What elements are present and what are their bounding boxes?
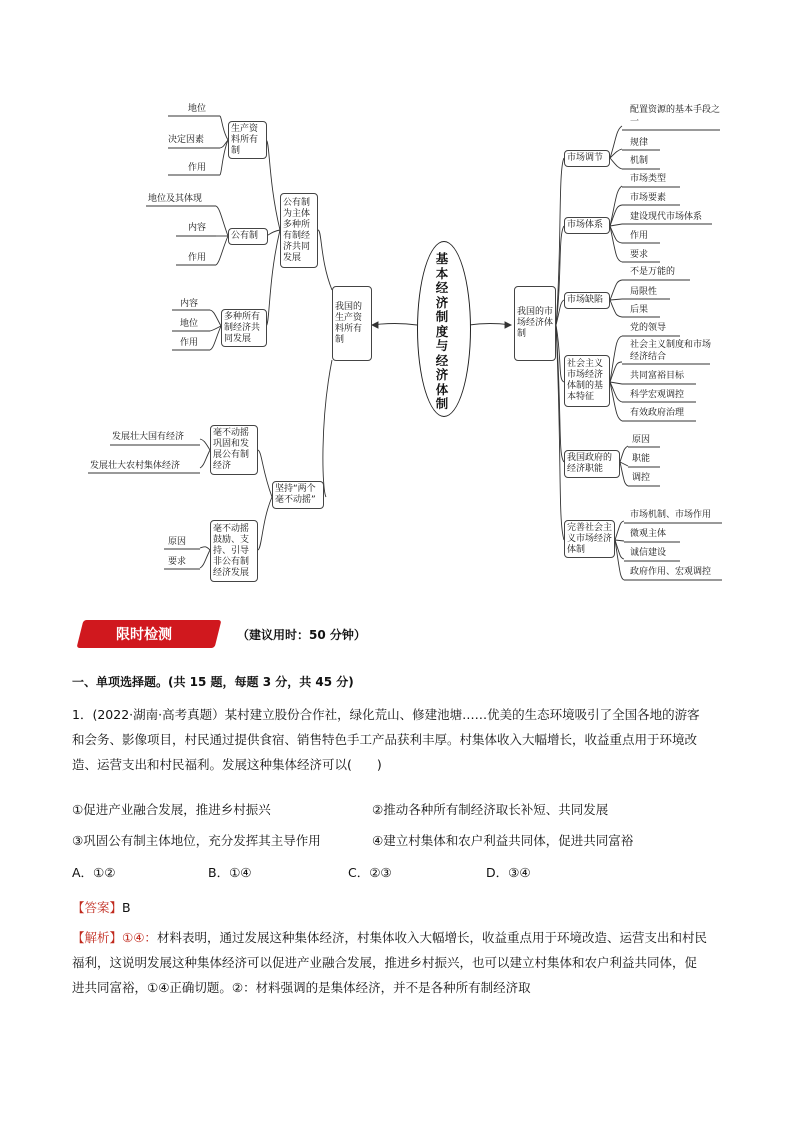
market-system-leaf: 建设现代市场体系: [630, 212, 703, 222]
perfect-system-leaf: 政府作用、宏观调控: [630, 567, 712, 577]
consolidate-label: 毫不动摇巩固和发展公有制经济: [213, 428, 250, 471]
public-node: [228, 228, 268, 245]
analysis-label: 【解析】: [72, 930, 123, 945]
answer-line: [72, 898, 131, 916]
two-unwavering-label: 坚持“两个毫不动摇”: [275, 484, 316, 505]
socialist-features-node: [564, 355, 610, 407]
market-defect-leaf: 不是万能的: [630, 267, 676, 277]
market-adjust-label: 市场调节: [567, 153, 604, 163]
perfect-system-label: 完善社会主义市场经济体制: [567, 522, 613, 555]
market-system-label: 市场体系: [567, 220, 604, 230]
market-system-leaf: 要求: [630, 250, 649, 260]
socialist-features-leaf: 有效政府治理: [630, 408, 685, 418]
consolidate-leaf: 发展壮大农村集体经济: [90, 461, 181, 471]
multi-leaf: 作用: [180, 338, 199, 348]
market-defect-leaf: 局限性: [630, 287, 658, 297]
ownership-leaf: 地位: [188, 104, 207, 114]
public-label: 公有制: [231, 231, 259, 241]
perfect-system-leaf: 市场机制、市场作用: [630, 510, 712, 520]
market-system-leaf: 市场要素: [630, 193, 667, 203]
encourage-label: 毫不动摇鼓励、支持、引导非公有制经济发展: [213, 523, 250, 578]
market-adjust-node: [564, 150, 610, 167]
banner-title: 限时检测: [116, 627, 172, 643]
statement-4: ④建立村集体和农户利益共同体，促进共同富裕: [372, 833, 634, 848]
socialist-features-leaf: 共同富裕目标: [630, 371, 685, 381]
left-main-node: [332, 286, 372, 361]
section-title: 一、单项选择题。(共 15 题，每题 3 分，共 45 分): [72, 675, 354, 689]
public-leaf: 内容: [188, 223, 207, 233]
encourage-leaf: 原因: [168, 537, 187, 547]
ownership-leaf: 作用: [188, 163, 207, 173]
market-adjust-leaf: 配置资源的基本手段之一: [630, 105, 721, 127]
statement-3: ③巩固公有制主体地位，充分发挥其主导作用: [72, 833, 321, 848]
public-leaf: 地位及其体现: [148, 194, 203, 204]
market-adjust-leaf: 规律: [630, 138, 649, 148]
ownership-leaf: 决定因素: [168, 135, 205, 145]
choice-c[interactable]: C．②③: [348, 865, 392, 880]
choice-d[interactable]: D．③④: [486, 865, 531, 880]
consolidate-leaf: 发展壮大国有经济: [112, 432, 185, 442]
public-main-label: 公有制为主体多种所有制经济共同发展: [283, 197, 311, 263]
perfect-system-node: [564, 520, 615, 558]
analysis-body: 材料表明，通过发展这种集体经济，村集体收入大幅增长，收益重点用于环境改造、运营支出和村民福利，这说明发展这种集体经济可以促进产业融合发展，推进乡村振兴，也可以建立村集体和农户利益共同体，促进共同富裕，①④正确切题。②：材料强调的是集体经济，并不是各种所有制经济取: [72, 930, 707, 995]
market-adjust-leaf: 机制: [630, 156, 649, 166]
socialist-features-leaf: 党的领导: [630, 323, 667, 333]
consolidate-node: [210, 425, 258, 475]
market-defect-node: [564, 292, 610, 309]
market-defect-label: 市场缺陷: [567, 295, 604, 305]
market-system-leaf: 作用: [630, 231, 649, 241]
center-node: 基本经济制度与经济体制: [435, 251, 449, 411]
gov-functions-label: 我国政府的经济职能: [567, 453, 613, 474]
multi-leaf: 内容: [180, 299, 199, 309]
encourage-leaf: 要求: [168, 557, 187, 567]
ownership-label: 生产资料所有制: [231, 123, 259, 156]
answer-value: B: [122, 900, 131, 915]
multi-node: [221, 309, 267, 347]
encourage-node: [210, 520, 258, 582]
right-main-node: [514, 286, 556, 361]
gov-functions-leaf: 职能: [632, 454, 651, 464]
answer-label: 【答案】: [72, 900, 123, 915]
right-main-label: 我国的市场经济体制: [517, 307, 554, 339]
multi-label: 多种所有制经济共同发展: [224, 311, 261, 344]
two-unwavering-node: [272, 481, 324, 509]
gov-functions-leaf: 原因: [632, 435, 651, 445]
ownership-node: [228, 121, 267, 159]
multi-leaf: 地位: [180, 319, 199, 329]
question-stem: 1．(2022·湖南·高考真题）某村建立股份合作社，绿化荒山、修建池塘……优美的生态环境吸引了全国各地的游客和会务、影像项目，村民通过提供食宿、销售特色手工产品获利丰厚。村集体收入大幅增长，收益重点用于环境改造、运营支出和村民福利。发展这种集体经济可以( ): [72, 707, 700, 772]
public-main-node: [280, 193, 318, 268]
socialist-features-leaf: 科学宏观调控: [630, 390, 685, 400]
statement-2: ②推动各种所有制经济取长补短、共同发展: [372, 802, 609, 817]
perfect-system-leaf: 微观主体: [630, 529, 667, 539]
time-hint: （建议用时：50 分钟）: [237, 628, 366, 642]
gov-functions-node: [564, 450, 620, 478]
socialist-features-leaf: 社会主义制度和市场经济结合: [630, 340, 712, 362]
left-main-label: 我国的生产资料所有制: [335, 301, 363, 345]
analysis: [72, 925, 708, 1000]
market-system-leaf: 市场类型: [630, 174, 667, 184]
socialist-features-label: 社会主义市场经济体制的基本特征: [567, 359, 604, 402]
choice-b[interactable]: B．①④: [208, 865, 252, 880]
perfect-system-leaf: 诚信建设: [630, 548, 667, 558]
gov-functions-leaf: 调控: [632, 473, 651, 483]
section-banner: [80, 620, 218, 648]
analysis-head: ①④：: [122, 930, 157, 945]
public-leaf: 作用: [188, 253, 207, 263]
market-system-node: [564, 217, 610, 234]
market-defect-leaf: 后果: [630, 305, 649, 315]
choice-a[interactable]: A．①②: [72, 865, 116, 880]
statement-1: ①促进产业融合发展，推进乡村振兴: [72, 802, 271, 817]
